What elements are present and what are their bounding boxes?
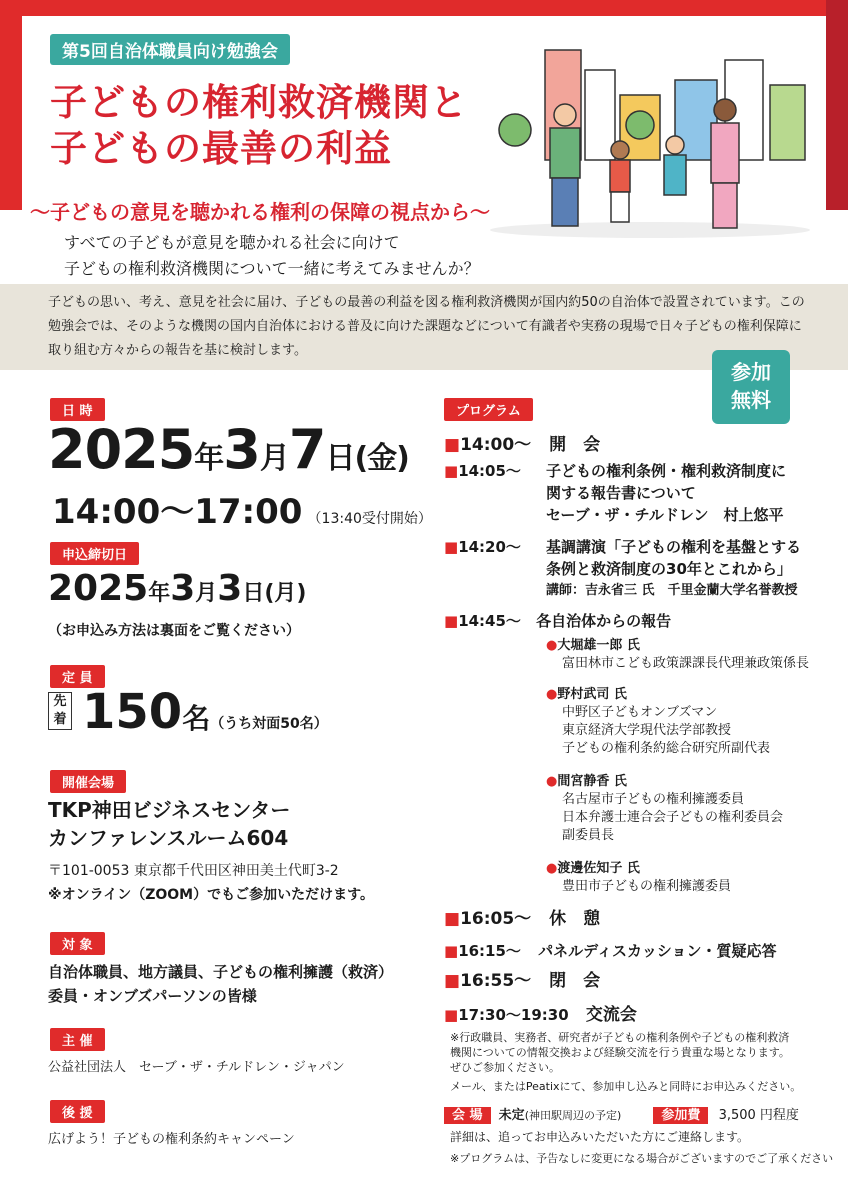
support-label: 後 援 <box>50 1100 105 1123</box>
speaker-affiliation: 富田林市こども政策課課長代理兼政策係長 <box>562 656 810 671</box>
capacity-note: （うち対面50名） <box>210 716 328 732</box>
organizer-label: 主 催 <box>50 1028 105 1051</box>
speaker-affiliation: 豊田市子どもの権利擁護委員 <box>562 879 732 894</box>
capacity-value <box>82 684 328 740</box>
city-family-illustration <box>480 40 825 240</box>
venue-tag: 会 場 <box>444 1107 491 1124</box>
free-participation-badge <box>712 350 790 424</box>
program-item-opening: ■14:00〜 開 会 <box>444 435 601 455</box>
keynote-speaker: 講師：吉永省三 氏 千里金蘭大学名誉教授 <box>546 583 798 598</box>
speaker-2: ●野村武司 氏 中野区子どもオンブズマン 東京経済大学現代法学部教授 子どもの権利条約総合研究所副代表 <box>546 687 771 756</box>
program-time: 14:20〜 <box>458 538 521 556</box>
speaker-name: 間宮静香 氏 <box>557 774 627 789</box>
note-line: メール、またはPeatixにて、参加申し込みと同時にお申込みください。 <box>450 1080 802 1093</box>
target-label: 対 象 <box>50 932 105 955</box>
program-time: 16:15〜 <box>458 942 521 960</box>
subtitle: 〜子どもの意見を聴かれる権利の保障の視点から〜 <box>30 200 490 224</box>
free-badge-line-2: 無料 <box>731 388 771 412</box>
program-title: 交流会 <box>585 1005 637 1025</box>
venue-name <box>48 796 290 852</box>
lead-text <box>64 230 480 282</box>
deadline-date: 2025年3月3日(月) <box>48 568 307 609</box>
program-time: 14:05〜 <box>458 462 521 480</box>
program-label: プログラム <box>444 398 533 421</box>
online-note: ※オンライン（ZOOM）でもご参加いただけます。 <box>48 887 374 903</box>
venue-label: 開催会場 <box>50 770 126 793</box>
venue-name-2: カンファレンスルーム604 <box>48 826 289 850</box>
event-time-row <box>52 484 432 533</box>
program-item-keynote: ■14:20〜 <box>444 538 521 556</box>
right-red-bar <box>826 0 848 210</box>
program-keynote-detail <box>546 536 801 602</box>
program-time: 14:45〜 <box>458 612 521 630</box>
program-time: 16:55〜 <box>460 971 532 991</box>
main-title <box>50 80 468 172</box>
speaker-affiliation: 東京経済大学現代法学部教授 <box>562 723 732 738</box>
capacity-number: 150 <box>82 684 183 740</box>
date-label: 日 時 <box>50 398 105 421</box>
note-line: 機関についての情報交換および経験交流を行う貴重な場となります。 <box>450 1046 790 1059</box>
day-unit: 日 <box>325 441 355 476</box>
speaker-name: 野村武司 氏 <box>557 687 627 702</box>
keynote-line-1: 基調講演「子どもの権利を基盤とする <box>546 538 802 556</box>
support-name: 広げよう！子どもの権利条約キャンペーン <box>48 1132 295 1147</box>
target-line-1: 自治体職員、地方議員、子どもの権利擁護（救済） <box>48 963 394 981</box>
event-month: 3 <box>223 418 260 481</box>
program-time: 17:30〜19:30 <box>458 1006 569 1024</box>
event-year: 2025 <box>48 418 195 481</box>
program-item-reports: ■14:45〜 各自治体からの報告 <box>444 612 672 630</box>
capacity-label: 定 員 <box>50 665 105 688</box>
event-date <box>48 418 409 481</box>
speaker-1: ●大堀雄一郎 氏 富田林市こども政策課課長代理兼政策係長 <box>546 638 810 671</box>
venue-name-1: TKP神田ビジネスセンター <box>48 798 291 822</box>
speaker-affiliation: 中野区子どもオンブズマン <box>562 705 718 720</box>
first-come-2: 着 <box>53 712 67 727</box>
first-come-box <box>48 692 72 730</box>
networking-venue-fee <box>444 1104 799 1123</box>
deadline-year: 2025 <box>48 568 149 609</box>
keynote-line-2: 条例と救済制度の30年とこれから」 <box>546 560 792 578</box>
report-presenter: セーブ・ザ・チルドレン 村上悠平 <box>546 506 784 524</box>
fee-tag: 参加費 <box>653 1107 708 1124</box>
speaker-affiliation: 名古屋市子どもの権利擁護委員 <box>562 792 745 807</box>
top-red-bar <box>0 0 848 16</box>
intro-text: 子どもの思い、考え、意見を社会に届け、子どもの最善の利益を図る権利救済機関が国内約50の自治体で設置されています。この勉強会では、そのような機関の国内自治体における普及に向けた課題などについて有識者や実務の現場で日々子どもの権利保障に取り組む方々からの報告を基に検討します。 <box>48 295 805 358</box>
free-badge-line-1: 参加 <box>731 360 771 384</box>
target-audience <box>48 960 393 1008</box>
speaker-affiliation: 子どもの権利条約総合研究所副代表 <box>562 741 771 756</box>
deadline-weekday: (月) <box>264 581 307 606</box>
program-title: 開 会 <box>549 435 601 455</box>
organizer-name: 公益社団法人 セーブ・ザ・チルドレン・ジャパン <box>48 1060 345 1075</box>
program-time: 16:05〜 <box>460 909 532 929</box>
deadline-label: 申込締切日 <box>50 542 139 565</box>
networking-fee: 3,500 円程度 <box>718 1108 799 1123</box>
event-time: 14:00〜17:00 <box>52 492 303 532</box>
speaker-affiliation: 日本弁護士連合会子どもの権利委員会 <box>562 810 784 825</box>
networking-notes <box>450 1030 820 1094</box>
title-line-2: 子どもの最善の利益 <box>50 127 392 170</box>
target-line-2: 委員・オンブズパーソンの皆様 <box>48 987 257 1005</box>
speaker-name: 渡邊佐知子 氏 <box>557 861 640 876</box>
speaker-name: 大堀雄一郎 氏 <box>557 638 640 653</box>
lead-line-1: すべての子どもが意見を聴かれる社会に向けて <box>64 233 400 252</box>
program-title: 閉 会 <box>549 971 601 991</box>
speaker-3: ●間宮静香 氏 名古屋市子どもの権利擁護委員 日本弁護士連合会子どもの権利委員会 副委員長 <box>546 774 784 843</box>
networking-venue-note: (神田駅周辺の予定) <box>524 1109 622 1122</box>
deadline-day: 3 <box>217 568 243 609</box>
venue-address: 〒101-0053 東京都千代田区神田美土代町3-2 <box>48 863 339 879</box>
series-badge: 第5回自治体職員向け勉強会 <box>50 34 290 65</box>
speaker-4: ●渡邊佐知子 氏 豊田市子どもの権利擁護委員 <box>546 861 732 894</box>
program-time: 14:00〜 <box>460 435 532 455</box>
disclaimer: ※プログラムは、予告なしに変更になる場合がございますのでご了承ください <box>450 1152 834 1165</box>
month-unit: 月 <box>259 441 289 476</box>
lead-line-2: 子どもの権利救済機関について一緒に考えてみませんか？ <box>64 259 480 278</box>
note-line: ぜひご参加ください。 <box>450 1061 560 1074</box>
first-come-1: 先 <box>53 694 67 709</box>
capacity-unit: 名 <box>182 702 211 735</box>
program-title: 休 憩 <box>549 909 601 929</box>
event-day: 7 <box>288 418 326 481</box>
left-red-bar <box>0 0 22 210</box>
networking-venue: 未定 <box>498 1108 525 1123</box>
program-title: パネルディスカッション・質疑応答 <box>538 942 777 960</box>
deadline-month: 3 <box>170 568 196 609</box>
report-line-2: 関する報告書について <box>546 484 696 502</box>
speaker-affiliation: 副委員長 <box>562 828 615 843</box>
details-note: 詳細は、追ってお申込みいただいた方にご連絡します。 <box>450 1130 750 1144</box>
reception-time: （13:40受付開始） <box>307 511 432 527</box>
program-item-networking: ■17:30〜19:30 交流会 <box>444 1005 637 1025</box>
note-line: ※行政職員、実務者、研究者が子どもの権利条例や子どもの権利救済 <box>450 1031 790 1044</box>
report-line-1: 子どもの権利条例・権利救済制度に <box>546 462 787 480</box>
program-item-break: ■16:05〜 休 憩 <box>444 909 601 929</box>
program-item-report: ■14:05〜 <box>444 462 521 480</box>
program-item-closing: ■16:55〜 閉 会 <box>444 971 601 991</box>
program-title: 各自治体からの報告 <box>536 612 672 630</box>
program-item-panel: ■16:15〜 パネルディスカッション・質疑応答 <box>444 942 777 960</box>
program-report-detail <box>546 460 786 526</box>
year-unit: 年 <box>194 441 224 476</box>
application-note: （お申込み方法は裏面をご覧ください） <box>48 623 300 639</box>
title-line-1: 子どもの権利救済機関と <box>50 81 468 124</box>
event-weekday: (金) <box>354 441 409 476</box>
